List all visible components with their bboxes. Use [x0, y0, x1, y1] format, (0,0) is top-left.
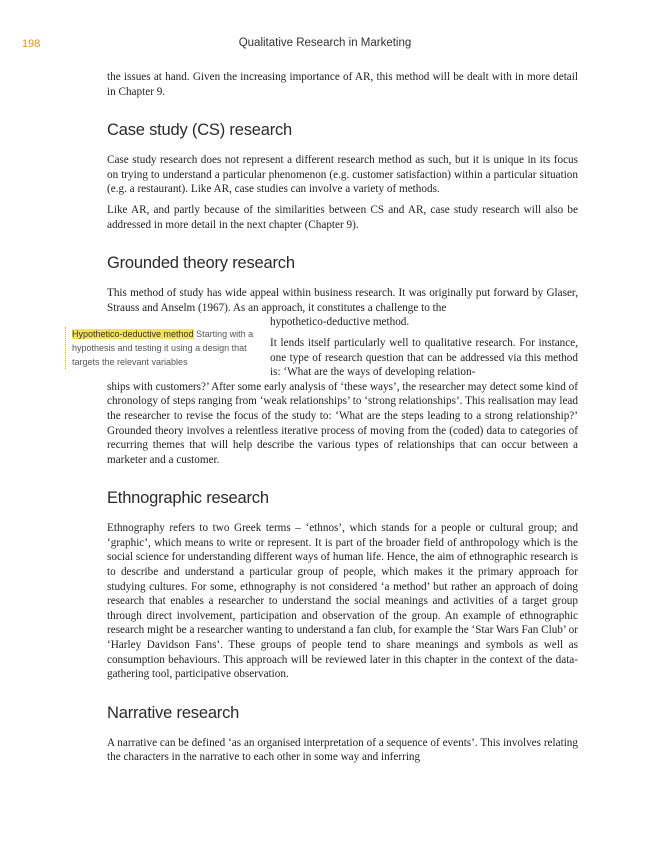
grounded-paragraph-2-start: It lends itself particularly well to qualitative research. For instance, one type of research question that can be addressed via this method is: ‘What are the ways of developing relation- — [270, 336, 578, 379]
grounded-paragraph-1-end: hypothetico-deductive method. — [270, 316, 410, 329]
heading-case-study: Case study (CS) research — [107, 121, 293, 140]
page-number: 198 — [22, 38, 41, 50]
running-head: Qualitative Research in Marketing — [238, 37, 412, 49]
main-content — [107, 70, 578, 771]
heading-narrative: Narrative research — [107, 703, 240, 722]
margin-definition — [65, 327, 272, 369]
case-study-paragraph-1: Case study research does not represent a different research method as such, but it is unique in its focus on trying to understand a particular phenomenon (e.g. customer satisfaction) within a particular situation (e.g. a restaurant). Like AR, case studies can involve a variety of methods. — [107, 154, 578, 196]
heading-grounded-theory: Grounded theory research — [107, 254, 295, 273]
grounded-paragraph-1: This method of study has wide appeal within business research. It was originally put forward by Glaser, Strauss and Anselm (1967). As an approach, it constitutes a challenge to the — [107, 287, 578, 314]
intro-paragraph: the issues at hand. Given the increasing importance of AR, this method will be dealt with in more detail in Chapter 9. — [107, 71, 578, 98]
narrative-paragraph: A narrative can be defined ‘as an organised interpretation of a sequence of events’. This involves relating the characters in the narrative to each other in some way and inferring — [107, 736, 578, 764]
ethnographic-paragraph: Ethnography refers to two Greek terms – ‘ethnos’, which stands for a people or cultural group; and ‘graphic’, which means to write or represent. It is part of the broader field of anthropology which is the social science for understanding different ways of human life. Hence, the aim of ethnographic research is to describe and understand a particular group of people, which makes it the primary approach for studying cultures. For some, ethnography is not considered ‘a method’ but rather an approach of doing research that enables a researcher to understand the social meanings and activities of a target group through direct involvement, participation and observation of the group. An example of ethnographic research might be a researcher wanting to understand a fan club, for example the ‘Star Wars Fan Club’ or ‘Harley Davidson Fans’. These groups of people tend to share meanings and symbols as well as consumption behaviours. This approach will be reviewed later in this chapter in the context of the data-gathering tool, participative observation. — [107, 522, 578, 681]
definition-text: Starting with a hypothesis and testing it using a design that targets the relevant variables — [72, 329, 254, 367]
grounded-paragraph-2-cont: ships with customers?’ After some early analysis of ‘these ways’, the researcher may detect some kind of chronology of steps ranging from ‘weak relationships’ to ‘strong relationships’. This realisation may lead the researcher to revise the focus of the study to: ‘What are the steps leading to a strong relationship?’ Grounded theory involves a relentless iterative process of moving from the (coded) data to categories of recurring themes that will help describe the various types of relationships that can occur between a marketer and a customer. — [107, 380, 578, 466]
definition-term: Hypothetico-deductive method — [72, 329, 194, 339]
heading-ethnographic: Ethnographic research — [107, 489, 269, 508]
case-study-paragraph-2: Like AR, and partly because of the similarities between CS and AR, case study research will also be addressed in more detail in the next chapter (Chapter 9). — [107, 203, 578, 231]
